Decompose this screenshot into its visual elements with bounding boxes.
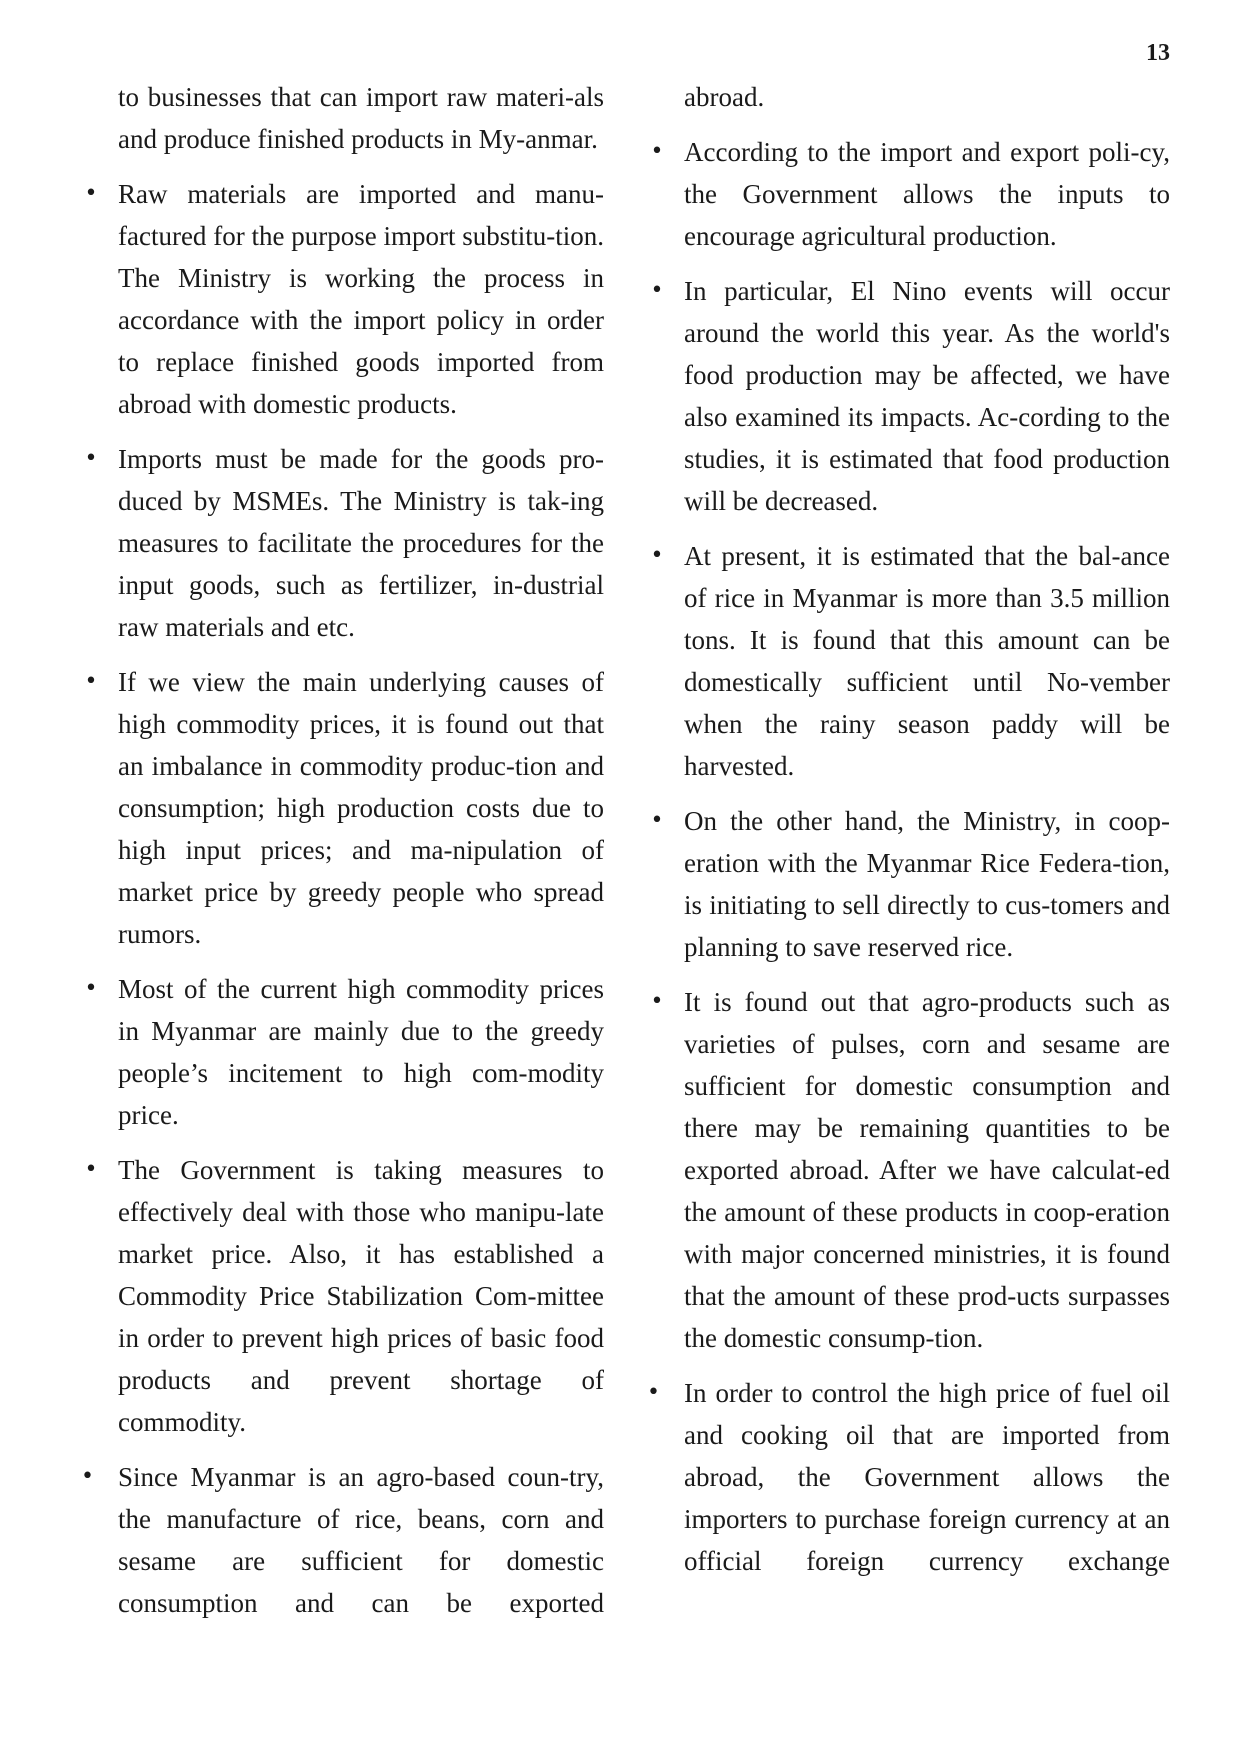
bullet-item bbox=[650, 131, 1170, 257]
bullet-text: In particular, El Nino events will occur around the world this year. As the world's food production may be affected, we have also examined its impacts. Ac-cording to the studies, it is estimated that food production will be decreased. bbox=[684, 276, 1170, 516]
bullet-item bbox=[650, 800, 1170, 968]
bullet-icon: • bbox=[650, 278, 664, 303]
bullet-text: According to the import and export poli-cy, the Government allows the inputs to encourage agricultural production. bbox=[684, 137, 1170, 251]
page-number: 13 bbox=[1146, 40, 1170, 66]
bullet-item bbox=[650, 270, 1170, 522]
bullet-text: If we view the main underlying causes of high commodity prices, it is found out that an imbalance in commodity produc-tion and consumption; high production costs due to high input prices; and ma-nipulation of market price by greedy people who spread rumors. bbox=[118, 667, 604, 949]
right-column bbox=[647, 76, 1170, 1595]
bullet-text: Since Myanmar is an agro-based coun-try, the manufacture of rice, beans, corn and sesame are sufficient for domestic consumption and can be exported bbox=[118, 1462, 604, 1618]
bullet-item bbox=[650, 981, 1170, 1359]
bullet-item bbox=[84, 661, 604, 955]
bullet-item bbox=[650, 535, 1170, 787]
bullet-icon: • bbox=[650, 543, 664, 568]
bullet-item bbox=[84, 1149, 604, 1443]
bullet-text: Raw materials are imported and manu-factured for the purpose import substitu-tion. The Ministry is working the process in accordance with the import policy in order to replace finished goods imported from abroad with domestic products. bbox=[118, 179, 604, 419]
bullet-text: In order to control the high price of fuel oil and cooking oil that are imported from abroad, the Government allows the importers to purchase foreign currency at an official foreign currency exchange bbox=[684, 1378, 1170, 1576]
bullet-icon: • bbox=[84, 446, 98, 471]
continued-paragraph: abroad. bbox=[684, 82, 765, 112]
left-column bbox=[81, 76, 604, 1637]
bullet-icon: • bbox=[84, 181, 98, 206]
bullet-item bbox=[84, 438, 604, 648]
bullet-icon: • bbox=[81, 1464, 94, 1489]
bullet-text: On the other hand, the Ministry, in coop-eration with the Myanmar Rice Federa-tion, is initiating to sell directly to cus-tomers and planning to save reserved rice. bbox=[684, 806, 1170, 962]
bullet-icon: • bbox=[650, 808, 664, 833]
bullet-icon: • bbox=[650, 989, 664, 1014]
bullet-text: At present, it is estimated that the bal-ance of rice in Myanmar is more than 3.5 million tons. It is found that this amount can be domestically sufficient until No-vember when the rainy season paddy will be harvested. bbox=[684, 541, 1170, 781]
bullet-item bbox=[647, 1372, 1170, 1582]
bullet-icon: • bbox=[84, 669, 98, 694]
bullet-text: Most of the current high commodity prices in Myanmar are mainly due to the greedy people’s incitement to high com-modity price. bbox=[118, 974, 604, 1130]
bullet-text: It is found out that agro-products such as varieties of pulses, corn and sesame are sufficient for domestic consumption and there may be remaining quantities to be exported abroad. After we have calculat-ed the amount of these products in coop-eration with major concerned ministries, it is found that the amount of these prod-ucts surpasses the domestic consump-tion. bbox=[684, 987, 1170, 1353]
bullet-icon: • bbox=[650, 139, 664, 164]
bullet-text: Imports must be made for the goods pro-duced by MSMEs. The Ministry is tak-ing measures to facilitate the procedures for the input goods, such as fertilizer, in-dustrial raw materials and etc. bbox=[118, 444, 604, 642]
bullet-icon: • bbox=[84, 976, 98, 1001]
bullet-icon: • bbox=[84, 1157, 98, 1182]
bullet-item bbox=[81, 1456, 604, 1624]
bullet-text: The Government is taking measures to effectively deal with those who manipu-late market price. Also, it has established a Commodity Price Stabilization Com-mittee in order to prevent high prices of basic food products and prevent shortage of commodity. bbox=[118, 1155, 604, 1437]
continued-paragraph: to businesses that can import raw materi-als and produce finished products in My-anmar. bbox=[118, 82, 604, 154]
bullet-item bbox=[84, 173, 604, 425]
bullet-item bbox=[84, 968, 604, 1136]
bullet-icon: • bbox=[647, 1380, 660, 1405]
